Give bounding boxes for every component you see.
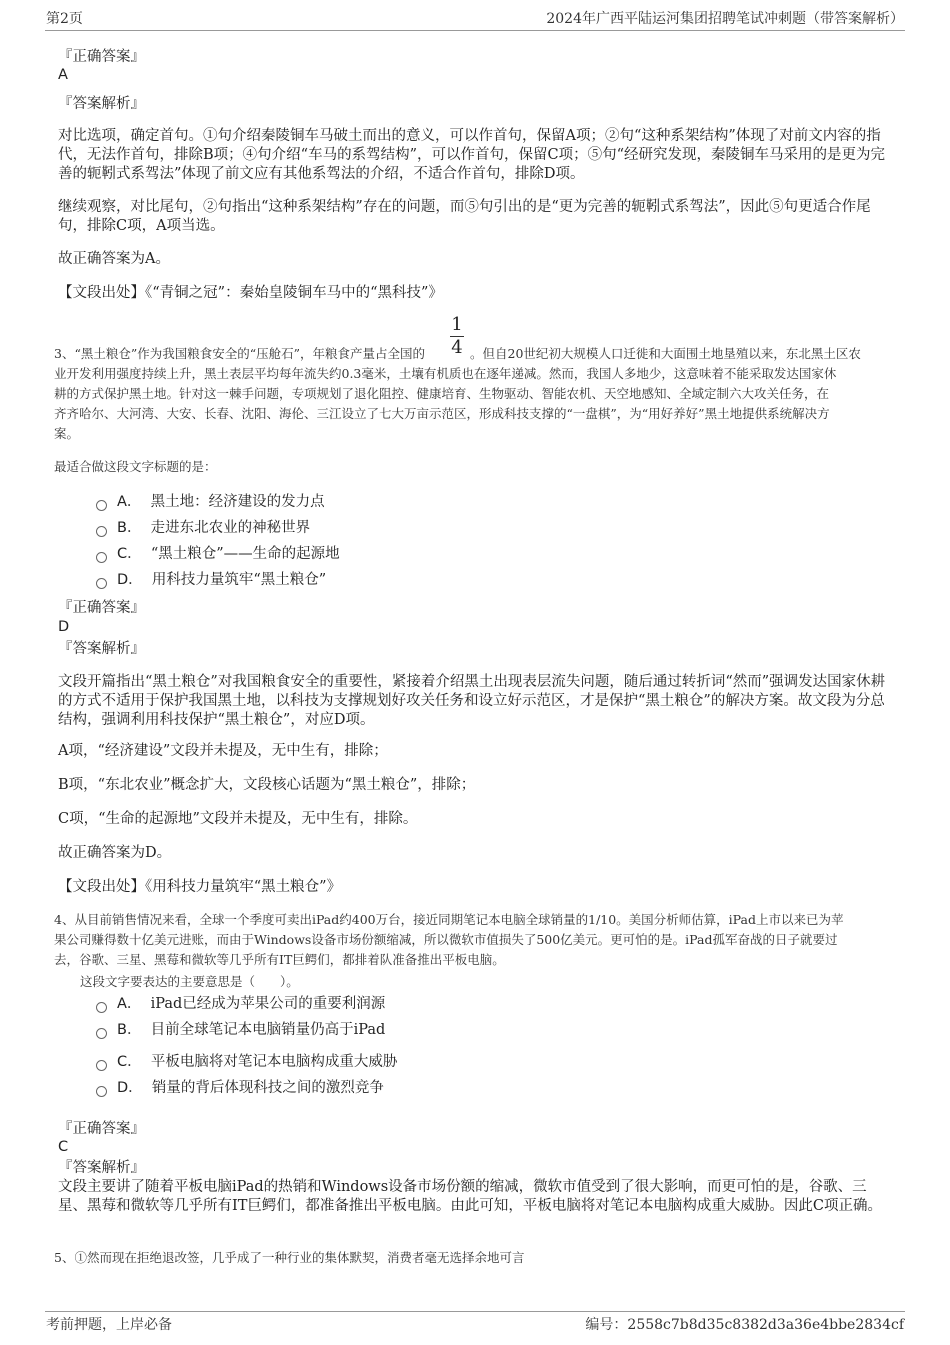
q3-option-c[interactable] (96, 544, 340, 564)
header-divider (45, 30, 905, 31)
option-letter: D． (117, 1080, 143, 1096)
option-letter: A． (117, 494, 142, 510)
q3-source: 【文段出处】《用科技力量筑牢“黑土粮仓”》 (58, 879, 342, 895)
option-text: “黑土粮仓”——生命的起源地 (150, 546, 340, 562)
page-number: 第2页 (46, 11, 83, 27)
q5-stem-line1: 5、①然而现在拒绝退改签，几乎成了一种行业的集体默契，消费者毫无选择余地可言 (54, 1250, 525, 1265)
q3-stem-line1b: 。但自20世纪初大规模人口迁徙和大面围土地垦殖以来，东北黑土区农 (470, 346, 861, 361)
radio-icon[interactable] (96, 1060, 107, 1071)
q2-source: 【文段出处】《“青铜之冠”：秦始皇陵铜车马中的“黑科技”》 (58, 285, 443, 301)
q3-answer-label: 『正确答案』 (58, 600, 145, 616)
q2-answer: A (58, 67, 68, 83)
q4-stem-line2: 果公司赚得数十亿美元进账，而由于Windows设备市场份额缩减，所以微软市值损失了500亿美元。更可怕的是。iPad孤军奋战的日子就要过 (54, 932, 838, 947)
q4-analysis-label: 『答案解析』 (58, 1160, 145, 1176)
fraction-denominator: 4 (451, 337, 463, 358)
radio-icon[interactable] (96, 552, 107, 563)
q3-question: 最适合做这段文字标题的是： (54, 459, 217, 474)
q4-stem-line3: 去，谷歌、三星、黑莓和微软等几乎所有IT巨鳄们，都排着队准备推出平板电脑。 (54, 952, 505, 967)
q2-answer-label: 『正确答案』 (58, 49, 145, 65)
fraction-one-quarter (450, 316, 464, 357)
document-title: 2024年广西平陆运河集团招聘笔试冲刺题（带答案解析） (546, 11, 904, 27)
q3-stem-line4: 齐齐哈尔、大河湾、大安、长春、沈阳、海伦、三江设立了七大万亩示范区，形成科技支撑的“一盘棋”，为“用好养好”黑土地提供系统解决方 (54, 406, 830, 421)
option-text: 用科技力量筑牢“黑土粮仓” (151, 572, 327, 588)
q3-stem-line5: 案。 (54, 426, 80, 441)
option-text: 平板电脑将对笔记本电脑构成重大威胁 (150, 1054, 398, 1070)
radio-icon[interactable] (96, 1028, 107, 1039)
radio-icon[interactable] (96, 1086, 107, 1097)
q2-conclusion: 故正确答案为A。 (58, 251, 170, 267)
radio-icon[interactable] (96, 500, 107, 511)
q3-stem-line2: 业开发利用强度持续上升，黑土表层平均每年流失约0.3毫米，土壤有机质也在逐年递减。然而，我国人多地少，这意味着不能采取发达国家休 (54, 366, 837, 381)
q4-analysis-p1: 文段主要讲了随着平板电脑iPad的热销和Windows设备市场份额的缩减，微软市值受到了很大影响，而更可怕的是，谷歌、三星、黑莓和微软等几乎所有IT巨鳄们，都准备推出平板电脑。由此可知，平板电脑将对笔记本电脑构成重大威胁。因此C项正确。 (58, 1179, 882, 1214)
q3-stem-line3: 耕的方式保护黑土地。针对这一棘手问题，专项规划了退化阻控、健康培育、生物驱动、智能农机、天空地感知、全域定制六大攻关任务，在 (54, 386, 830, 401)
q3-analysis-label: 『答案解析』 (58, 641, 145, 657)
option-letter: B． (117, 520, 142, 536)
radio-icon[interactable] (96, 1002, 107, 1013)
option-letter: C． (117, 546, 142, 562)
footer-slogan: 考前押题，上岸必备 (46, 1317, 172, 1333)
q3-analysis-p4: C项，“生命的起源地”文段并未提及，无中生有，排除。 (58, 811, 418, 827)
q3-analysis-p2: A项，“经济建设”文段并未提及，无中生有，排除； (58, 743, 388, 759)
q4-option-d[interactable] (96, 1078, 384, 1098)
option-letter: B． (117, 1022, 142, 1038)
radio-icon[interactable] (96, 526, 107, 537)
option-letter: C． (117, 1054, 142, 1070)
option-text: 黑土地：经济建设的发力点 (150, 494, 325, 510)
q4-answer: C (58, 1139, 69, 1155)
footer-divider (45, 1311, 905, 1312)
q3-conclusion: 故正确答案为D。 (58, 845, 172, 861)
q3-option-b[interactable] (96, 518, 310, 538)
q4-option-c[interactable] (96, 1052, 397, 1072)
option-text: iPad已经成为苹果公司的重要利润源 (150, 996, 386, 1012)
q4-question: 这段文字要表达的主要意思是（ ）。 (80, 974, 299, 989)
q3-stem-line1a: 3、“黑土粮仓”作为我国粮食安全的“压舱石”，年粮食产量占全国的 (54, 346, 426, 361)
q4-stem-line1: 4、从目前销售情况来看，全球一个季度可卖出iPad约400万台，接近同期笔记本电脑全球销量的1/10。美国分析师估算，iPad上市以来已为苹 (54, 912, 844, 927)
q4-answer-label: 『正确答案』 (58, 1121, 145, 1137)
q2-analysis-p1: 对比选项，确定首句。①句介绍秦陵铜车马破土而出的意义，可以作首句，保留A项；②句“这种系架结构”体现了对前文内容的指代，无法作首句，排除B项；④句介绍“车马的系驾结构”，可以作首句，保留C项；⑤句“经研究发现，秦陵铜车马采用的是更为完善的轭靷式系驾法”体现了前文应有其他系驾法的介绍，不适合作首句，排除D项。 (58, 128, 885, 182)
option-letter: A． (117, 996, 142, 1012)
q3-analysis-p3: B项，“东北农业”概念扩大，文段核心话题为“黑土粮仓”，排除； (58, 777, 476, 793)
radio-icon[interactable] (96, 578, 107, 589)
option-text: 走进东北农业的神秘世界 (150, 520, 311, 536)
q3-option-a[interactable] (96, 492, 325, 512)
document-id: 编号：2558c7b8d35c8382d3a36e4bbe2834cf (585, 1317, 904, 1333)
q2-analysis-label: 『答案解析』 (58, 96, 145, 112)
q3-option-d[interactable] (96, 570, 326, 590)
q4-option-b[interactable] (96, 1020, 385, 1040)
q4-option-a[interactable] (96, 994, 385, 1014)
option-text: 目前全球笔记本电脑销量仍高于iPad (150, 1022, 386, 1038)
q2-analysis-p2: 继续观察，对比尾句，②句指出“这种系架结构”存在的问题，而⑤句引出的是“更为完善的轭靷式系驾法”，因此⑤句更适合作尾句，排除C项，A项当选。 (58, 199, 871, 234)
option-letter: D． (117, 572, 143, 588)
q3-analysis-p1: 文段开篇指出“黑土粮仓”对我国粮食安全的重要性，紧接着介绍黑土出现表层流失问题，随后通过转折词“然而”强调发达国家休耕的方式不适用于保护我国黑土地，以科技为支撑规划好攻关任务和设立好示范区，才是保护“黑土粮仓”的解决方案。故文段为分总结构，强调利用科技保护“黑土粮仓”，对应D项。 (58, 674, 886, 728)
q3-answer: D (58, 619, 70, 635)
fraction-numerator: 1 (451, 314, 463, 335)
option-text: 销量的背后体现科技之间的激烈竞争 (151, 1080, 384, 1096)
